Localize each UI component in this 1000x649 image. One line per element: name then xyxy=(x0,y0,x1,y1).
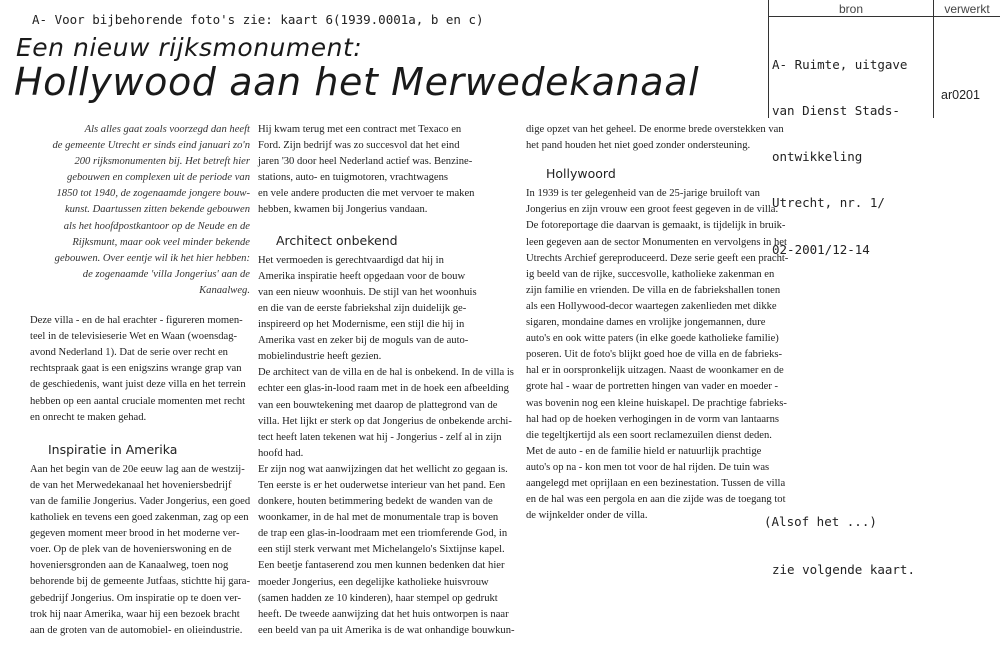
column-3 xyxy=(526,122,788,524)
text-line: de geschiedenis, want juist deze villa en het terrein xyxy=(30,379,246,391)
text-line: grote hal - waar de portretten hingen van vader en moeder - xyxy=(526,381,779,393)
article-kicker: Een nieuw rijksmonument: xyxy=(16,33,363,62)
article-title: Hollywood aan het Merwedekanaal xyxy=(14,60,700,104)
text-line: en onrecht te maken gehad. xyxy=(30,411,147,423)
column-2 xyxy=(258,122,524,639)
text-line: Jongerius en zijn vrouw een groot feest gegeven in de villa. xyxy=(526,204,779,216)
text-line: ig beeld van de rijke, succesvolle, katholieke zakenman en xyxy=(526,268,775,280)
text-line: rechtspraak gaat is een enigszins wrange grap van xyxy=(30,363,242,375)
continuation-note xyxy=(764,482,915,594)
text-line: De fotoreportage die daarvan is gemaakt, is tijdelijk in bruik- xyxy=(526,220,786,232)
intro-line: Als alles gaat zoals voorzegd dan heeft xyxy=(84,124,250,135)
text-line: van de familie Jongerius. Vader Jongerius, een goed xyxy=(30,495,251,507)
source-line: 02-2001/12-14 xyxy=(772,241,870,257)
intro-line: gebouwen en complexen uit de periode van xyxy=(67,172,250,184)
text-line: villa. Het lijkt er sterk op dat Jongerius de onbekende archi- xyxy=(258,415,512,427)
table-column-divider xyxy=(933,0,934,118)
subheading-inspiratie: Inspiratie in Amerika xyxy=(48,441,178,457)
text-line: het pand houden het niet goed zonder ondersteuning. xyxy=(526,140,751,152)
text-line: en de hal was een pergola en aan die zijde was de toegang tot xyxy=(526,494,786,506)
intro-line: de zogenaamde 'villa Jongerius' aan de xyxy=(82,268,250,280)
paragraph xyxy=(258,122,524,219)
text-line: hebben op een aantal cruciale momenten met recht xyxy=(30,395,246,407)
text-line: de trap een glas-in-loodraam met een triomferende God, in xyxy=(258,528,508,540)
subheading-architect: Architect onbekend xyxy=(276,232,398,248)
text-line: hoveniersgronden aan de Kanaalweg, toen nog xyxy=(30,560,229,572)
text-line: aangelegd met oprijlaan en een bezinestation. Tussen de villa xyxy=(526,477,786,489)
text-line: als een Hollywood-decor waartegen zakenlieden met dikke xyxy=(526,300,777,312)
intro-line: kunst. Daartussen zitten bekende gebouwen xyxy=(64,204,250,216)
text-line: teel in de televisieserie Wet en Waan (woensdag- xyxy=(30,331,238,343)
text-line: auto's op na - kon men tot voor de hal rijden. De tuin was xyxy=(526,461,770,473)
text-line: jaren '30 door heel Nederland actief was. Benzine- xyxy=(258,156,473,168)
text-line: leen gegeven aan de sector Monumenten en vervolgens in het xyxy=(526,236,787,248)
text-line: sigaren, mondaine dames en vrolijke jongemannen, dure xyxy=(526,317,766,329)
text-line: die tegeltjkertijd als een soort reclamezuilen dienst deden. xyxy=(526,429,772,441)
text-line: Het vermoeden is gerechtvaardigd dat hij in xyxy=(258,254,444,266)
text-line: auto's en ook witte paters (in elke goede katholieke familie) xyxy=(526,333,779,345)
intro-line: 200 rijksmonumenten bij. Het betreft hier xyxy=(74,156,250,168)
text-line: woonkamer, in de hal met de monumentale trap is boven xyxy=(258,512,499,524)
text-line: Een beetje fantaserend zou men kunnen bedenken dat hier xyxy=(258,560,505,572)
article-intro xyxy=(2,122,250,299)
text-line: De architect van de villa en de hal is onbekend. In de villa is xyxy=(258,367,514,379)
text-line: hal had op de hoeken verhogingen in de vorm van lantaarns xyxy=(526,413,779,425)
text-line: katholiek en tevens een goed zakenman, zag op een xyxy=(30,512,249,524)
text-line: tect heeft laten tekenen wat hij - Jongerius - zelf al in zijn xyxy=(258,431,502,443)
text-line: van een nieuw woonhuis. De stijl van het woonhuis xyxy=(258,286,477,298)
text-line: In 1939 is ter gelegenheid van de 25-jarige bruiloft van xyxy=(526,188,760,200)
subheading-hollywoord: Hollywoord xyxy=(546,166,616,182)
text-line: Amerika vast en zeker bij de moguls van de auto- xyxy=(258,335,469,347)
text-line: inspireerd op het Modernisme, een stijl die hij in xyxy=(258,319,465,331)
text-line: mobielindustrie heeft gezien. xyxy=(258,351,382,363)
text-line: behorende bij de gemeente Jutfaas, stichtte hij gara- xyxy=(30,576,251,588)
paragraph xyxy=(526,122,788,154)
text-line: Aan het begin van de 20e eeuw lag aan de westzij- xyxy=(30,463,245,475)
text-line: een stijl sterk verwant met Michelangelo's Sixtijnse kapel. xyxy=(258,544,505,556)
source-line: Utrecht, nr. 1/ xyxy=(772,195,885,211)
text-line: poseren. Uit de foto's blijkt goed hoe de villa en de fabrieks- xyxy=(526,349,783,361)
text-line: hebben, kwamen bij Jongerius vandaan. xyxy=(258,204,428,216)
text-line: hoofd had. xyxy=(258,447,304,459)
table-left-border xyxy=(768,0,769,118)
text-line: van een bouwtekening met daarop de plattegrond van de xyxy=(258,399,498,411)
intro-line: Rijksmunt, maar ook veel minder bekende xyxy=(72,236,250,248)
text-line: de van het Merwedekanaal het hoveniersbedrijf xyxy=(30,479,232,491)
text-line: dige opzet van het geheel. De enorme brede overstekken van xyxy=(526,124,784,135)
text-line: gegeven moment meer brood in het moderne ver- xyxy=(30,528,240,540)
source-line: ontwikkeling xyxy=(772,149,863,165)
column-header-bron: bron xyxy=(838,2,864,16)
continuation-line: (Alsof het ...) xyxy=(764,514,877,529)
paragraph xyxy=(526,186,788,524)
intro-line: de gemeente Utrecht er sinds eind januari zo'n xyxy=(52,140,250,152)
continuation-line: zie volgende kaart. xyxy=(772,562,915,577)
intro-line: gebouwen. Over eentje wil ik het hier hebben: xyxy=(54,252,250,264)
text-line: voer. Op de plek van de hovenierswoning en de xyxy=(30,544,232,556)
source-line: van Dienst Stads- xyxy=(772,103,900,119)
text-line: trok hij naar Amerika, waar hij een bezoek bracht xyxy=(30,608,240,620)
text-line: Amerika inspiratie heeft opgedaan voor de bouw xyxy=(258,270,466,282)
text-line: Deze villa - en de hal erachter - figureren momen- xyxy=(30,315,243,327)
source-line: A- Ruimte, uitgave xyxy=(772,56,908,72)
text-line: hal er in oorspronkelijk uitzagen. Naast de woonkamer en de xyxy=(526,365,784,377)
text-line: moeder Jongerius, een degelijke katholieke huisvrouw xyxy=(258,576,489,588)
text-line: gebedrijf Jongerius. Om inspiratie op te doen ver- xyxy=(30,592,242,604)
text-line: en vele andere producten die met vervoer te maken xyxy=(258,188,475,200)
text-line: Ten eerste is er het ouderwetse interieur van het pand. Een xyxy=(258,479,506,491)
column-header-verwerkt: verwerkt xyxy=(944,2,990,16)
text-line: donkere, houten betimmering bedekt de wanden van de xyxy=(258,496,493,508)
text-line: (samen hadden ze 10 kinderen), haar stempel op gedrukt xyxy=(258,592,498,604)
text-line: de wijnkelder onder de villa. xyxy=(526,510,648,522)
source-citation xyxy=(772,26,907,273)
column-1 xyxy=(2,122,250,639)
processed-code: ar0201 xyxy=(941,88,980,102)
text-line: Met de auto - en de familie hield er natuurlijk prachtige xyxy=(526,445,762,457)
text-line: Ford. Zijn bedrijf was zo succesvol dat het eind xyxy=(258,140,460,152)
intro-line: als het hoofdpostkantoor op de Neude en de xyxy=(63,220,250,232)
table-header-rule xyxy=(768,16,1000,17)
paragraph xyxy=(2,462,250,639)
text-line: echter een glas-in-lood raam met in de hoek een afbeelding xyxy=(258,383,509,395)
text-line: Er zijn nog wat aanwijzingen dat het wellicht zo gegaan is. xyxy=(258,463,508,475)
text-line: was bovenin nog een kleine huiskapel. De prachtige fabrieks- xyxy=(526,397,787,409)
text-line: Hij kwam terug met een contract met Texaco en xyxy=(258,124,462,135)
text-line: aan de groten van de automobiel- en olieindustrie. xyxy=(30,624,243,636)
text-line: avond Nederland 1). Dat de serie over recht en xyxy=(30,347,228,359)
intro-line: Kanaalweg. xyxy=(199,284,250,296)
text-line: Utrechts Archief gereproduceerd. Deze serie geeft een pracht- xyxy=(526,252,789,264)
text-line: zijn familie en vrienden. De villa en de fabriekshallen tonen xyxy=(526,284,781,296)
paragraph xyxy=(2,313,250,426)
intro-line: 1850 tot 1940, de zogenaamde jongere bouw- xyxy=(56,188,250,200)
text-line: stations, auto- en tuigmotoren, vrachtwagens xyxy=(258,172,449,184)
text-line: heeft. De tweede aanwijzing dat het huis ontworpen is naar xyxy=(258,608,509,620)
text-line: en die van de eerste fabriekshal zijn duidelijk ge- xyxy=(258,302,467,314)
text-line: een beeld van pa uit Amerika is de wat onhandige bouwkun- xyxy=(258,624,515,636)
typed-photo-note: A- Voor bijbehorende foto's zie: kaart 6(1939.0001a, b en c) xyxy=(32,12,484,27)
paragraph xyxy=(258,253,524,639)
